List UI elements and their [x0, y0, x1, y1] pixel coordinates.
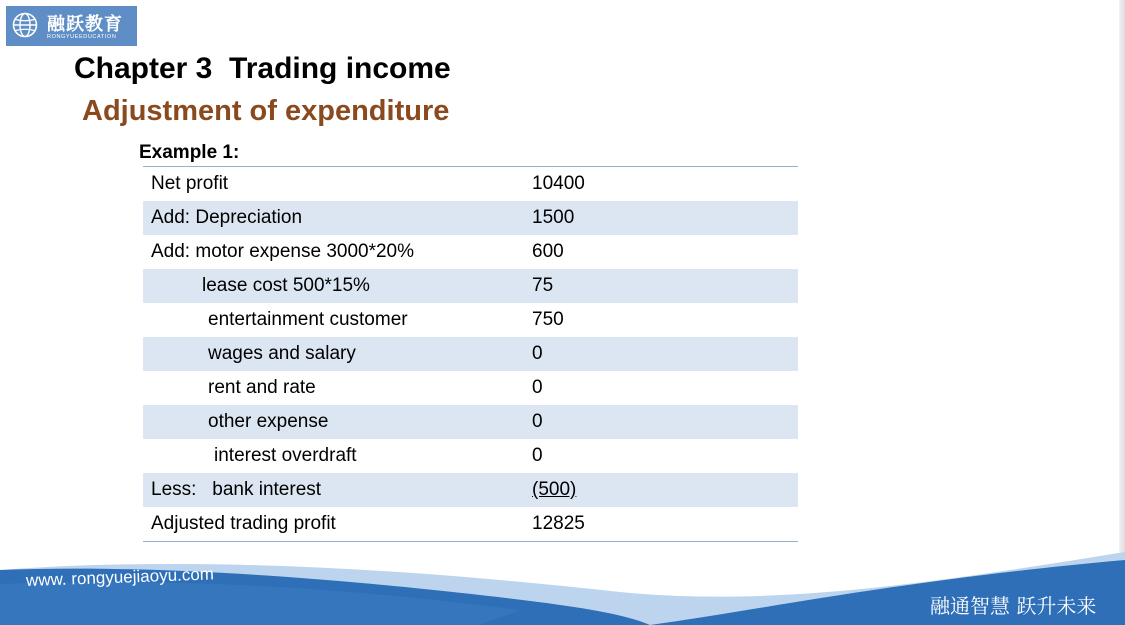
row-label: rent and rate	[208, 377, 316, 398]
website-url: www. rongyuejiaoyu.com	[25, 564, 215, 590]
row-label: interest overdraft	[214, 445, 357, 466]
table-row	[143, 439, 798, 473]
example-label: Example 1:	[139, 142, 240, 163]
row-label: wages and salary	[208, 343, 356, 364]
table-row	[143, 201, 798, 235]
row-label: Add: Depreciation	[151, 207, 303, 228]
table-row	[143, 166, 798, 201]
globe-icon	[12, 12, 38, 38]
row-value: 0	[532, 411, 543, 432]
row-value: 750	[532, 309, 564, 330]
slide-edge-shadow	[1119, 0, 1125, 625]
row-label: Adjusted trading profit	[151, 513, 336, 534]
row-label: Net profit	[151, 173, 229, 194]
company-logo	[6, 6, 137, 46]
row-value: 1500	[532, 207, 575, 228]
row-value: 12825	[532, 513, 585, 534]
row-label: Add: motor expense 3000*20%	[151, 241, 415, 262]
table-row	[143, 473, 798, 507]
table-row	[143, 405, 798, 439]
row-value: 0	[532, 343, 543, 364]
slide-subtitle: Adjustment of expenditure	[82, 95, 450, 127]
table-row	[143, 371, 798, 405]
row-value: 0	[532, 377, 543, 398]
table-row	[143, 337, 798, 371]
row-label: Less: bank interest	[151, 479, 322, 500]
slide-title: Chapter 3 Trading income	[74, 52, 451, 85]
table-row	[143, 235, 798, 269]
row-label: other expense	[208, 411, 329, 432]
row-label: entertainment customer	[208, 309, 408, 330]
table-row	[143, 269, 798, 303]
adjustment-table	[143, 166, 798, 542]
table-row	[143, 507, 798, 542]
logo-subtext: RONGYUEEDUCATION	[47, 34, 117, 40]
row-label: lease cost 500*15%	[202, 275, 370, 296]
row-value: 75	[532, 275, 554, 296]
row-value: 10400	[532, 173, 585, 194]
logo-text: 融跃教育	[47, 14, 123, 35]
row-value: 600	[532, 241, 564, 262]
row-value: (500)	[532, 479, 577, 500]
row-value: 0	[532, 445, 543, 466]
slogan: 融通智慧 跃升未来	[930, 594, 1097, 618]
table-row	[143, 303, 798, 337]
